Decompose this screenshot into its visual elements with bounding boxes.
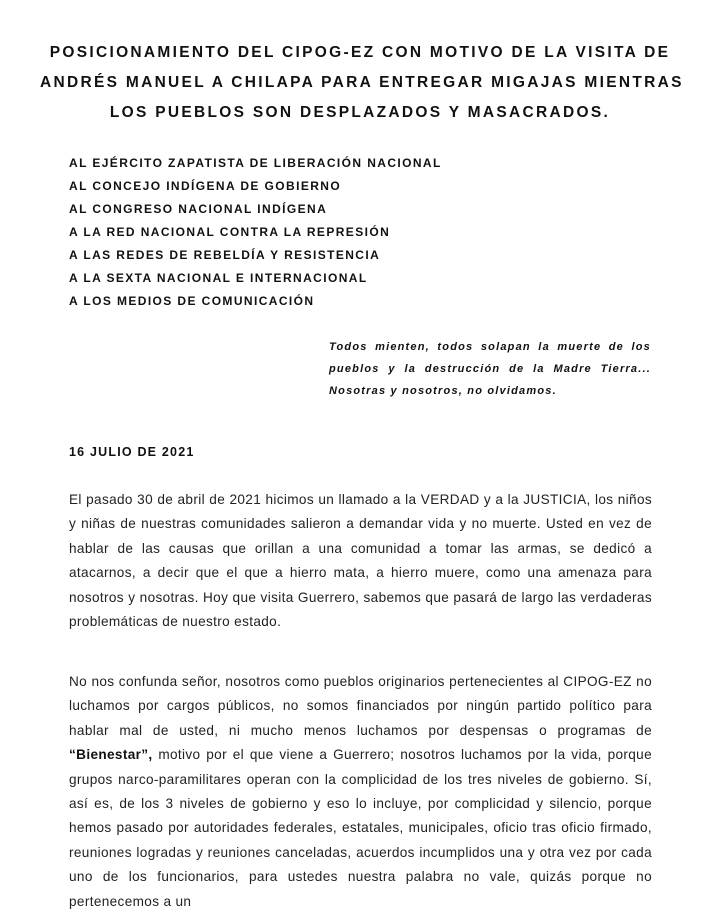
bienestar-highlight: “Bienestar”, [69, 747, 153, 763]
recipient-line: A LOS MEDIOS DE COMUNICACIÓN [69, 294, 315, 308]
recipient-line: AL EJÉRCITO ZAPATISTA DE LIBERACIÓN NACIONAL [69, 156, 442, 170]
recipient-line: A LA SEXTA NACIONAL E INTERNACIONAL [69, 271, 368, 285]
recipient-line: AL CONCEJO INDÍGENA DE GOBIERNO [69, 179, 342, 193]
body-paragraph-2 [69, 670, 652, 914]
recipients-list [69, 152, 442, 313]
title-line-2: ANDRÉS MANUEL A CHILAPA PARA ENTREGAR MIGAJAS MIENTRAS [40, 74, 684, 91]
recipient-line: A LA RED NACIONAL CONTRA LA REPRESIÓN [69, 225, 391, 239]
epigraph-quote: Todos mienten, todos solapan la muerte de los pueblos y la destrucción de la Madre Tierra... Nosotras y nosotros, no olvidamos. [329, 341, 651, 397]
recipient-line: AL CONGRESO NACIONAL INDÍGENA [69, 202, 328, 216]
document-date: 16 JULIO DE 2021 [69, 445, 195, 459]
body-paragraph-1: El pasado 30 de abril de 2021 hicimos un llamado a la VERDAD y a la JUSTICIA, los niños y niñas de nuestras comunidades salieron a demandar vida y no muerte. Usted en vez de hablar de las causas que orillan a una comunidad a tomar las armas, se dedicó a atacarnos, a decir que el que a hierro mata, a hierro muere, como una amenaza para nosotros y nosotras. Hoy que visita Guerrero, sabemos que pasará de largo las verdaderas problemáticas de nuestro estado. [69, 492, 652, 630]
paragraph-2-text-before: No nos confunda señor, nosotros como pueblos originarios pertenecientes al CIPOG-EZ no luchamos por cargos públicos, no somos financiados por ningún partido político para hablar mal de usted, ni mucho menos luchamos por despensas o programas de [69, 674, 652, 738]
title-line-3: LOS PUEBLOS SON DESPLAZADOS Y MASACRADOS. [109, 104, 611, 121]
paragraph-2-text-after: motivo por el que viene a Guerrero; nosotros luchamos por la vida, porque grupos narco-paramilitares operan con la complicidad de los tres niveles de gobierno. Sí, así es, de los 3 niveles de gobierno y eso lo incluye, por complicidad y silencio, porque hemos pasado por autoridades federales, estatales, municipales, oficio tras oficio firmado, reuniones logradas y reuniones canceladas, acuerdos incumplidos una y otra vez por cada uno de los funcionarios, para ustedes nuestra palabra no vale, quizás porque no pertenecemos a un [69, 747, 652, 909]
document-title [40, 38, 684, 128]
title-line-1: POSICIONAMIENTO DEL CIPOG-EZ CON MOTIVO DE LA VISITA DE [49, 44, 671, 61]
recipient-line: A LAS REDES DE REBELDÍA Y RESISTENCIA [69, 248, 381, 262]
